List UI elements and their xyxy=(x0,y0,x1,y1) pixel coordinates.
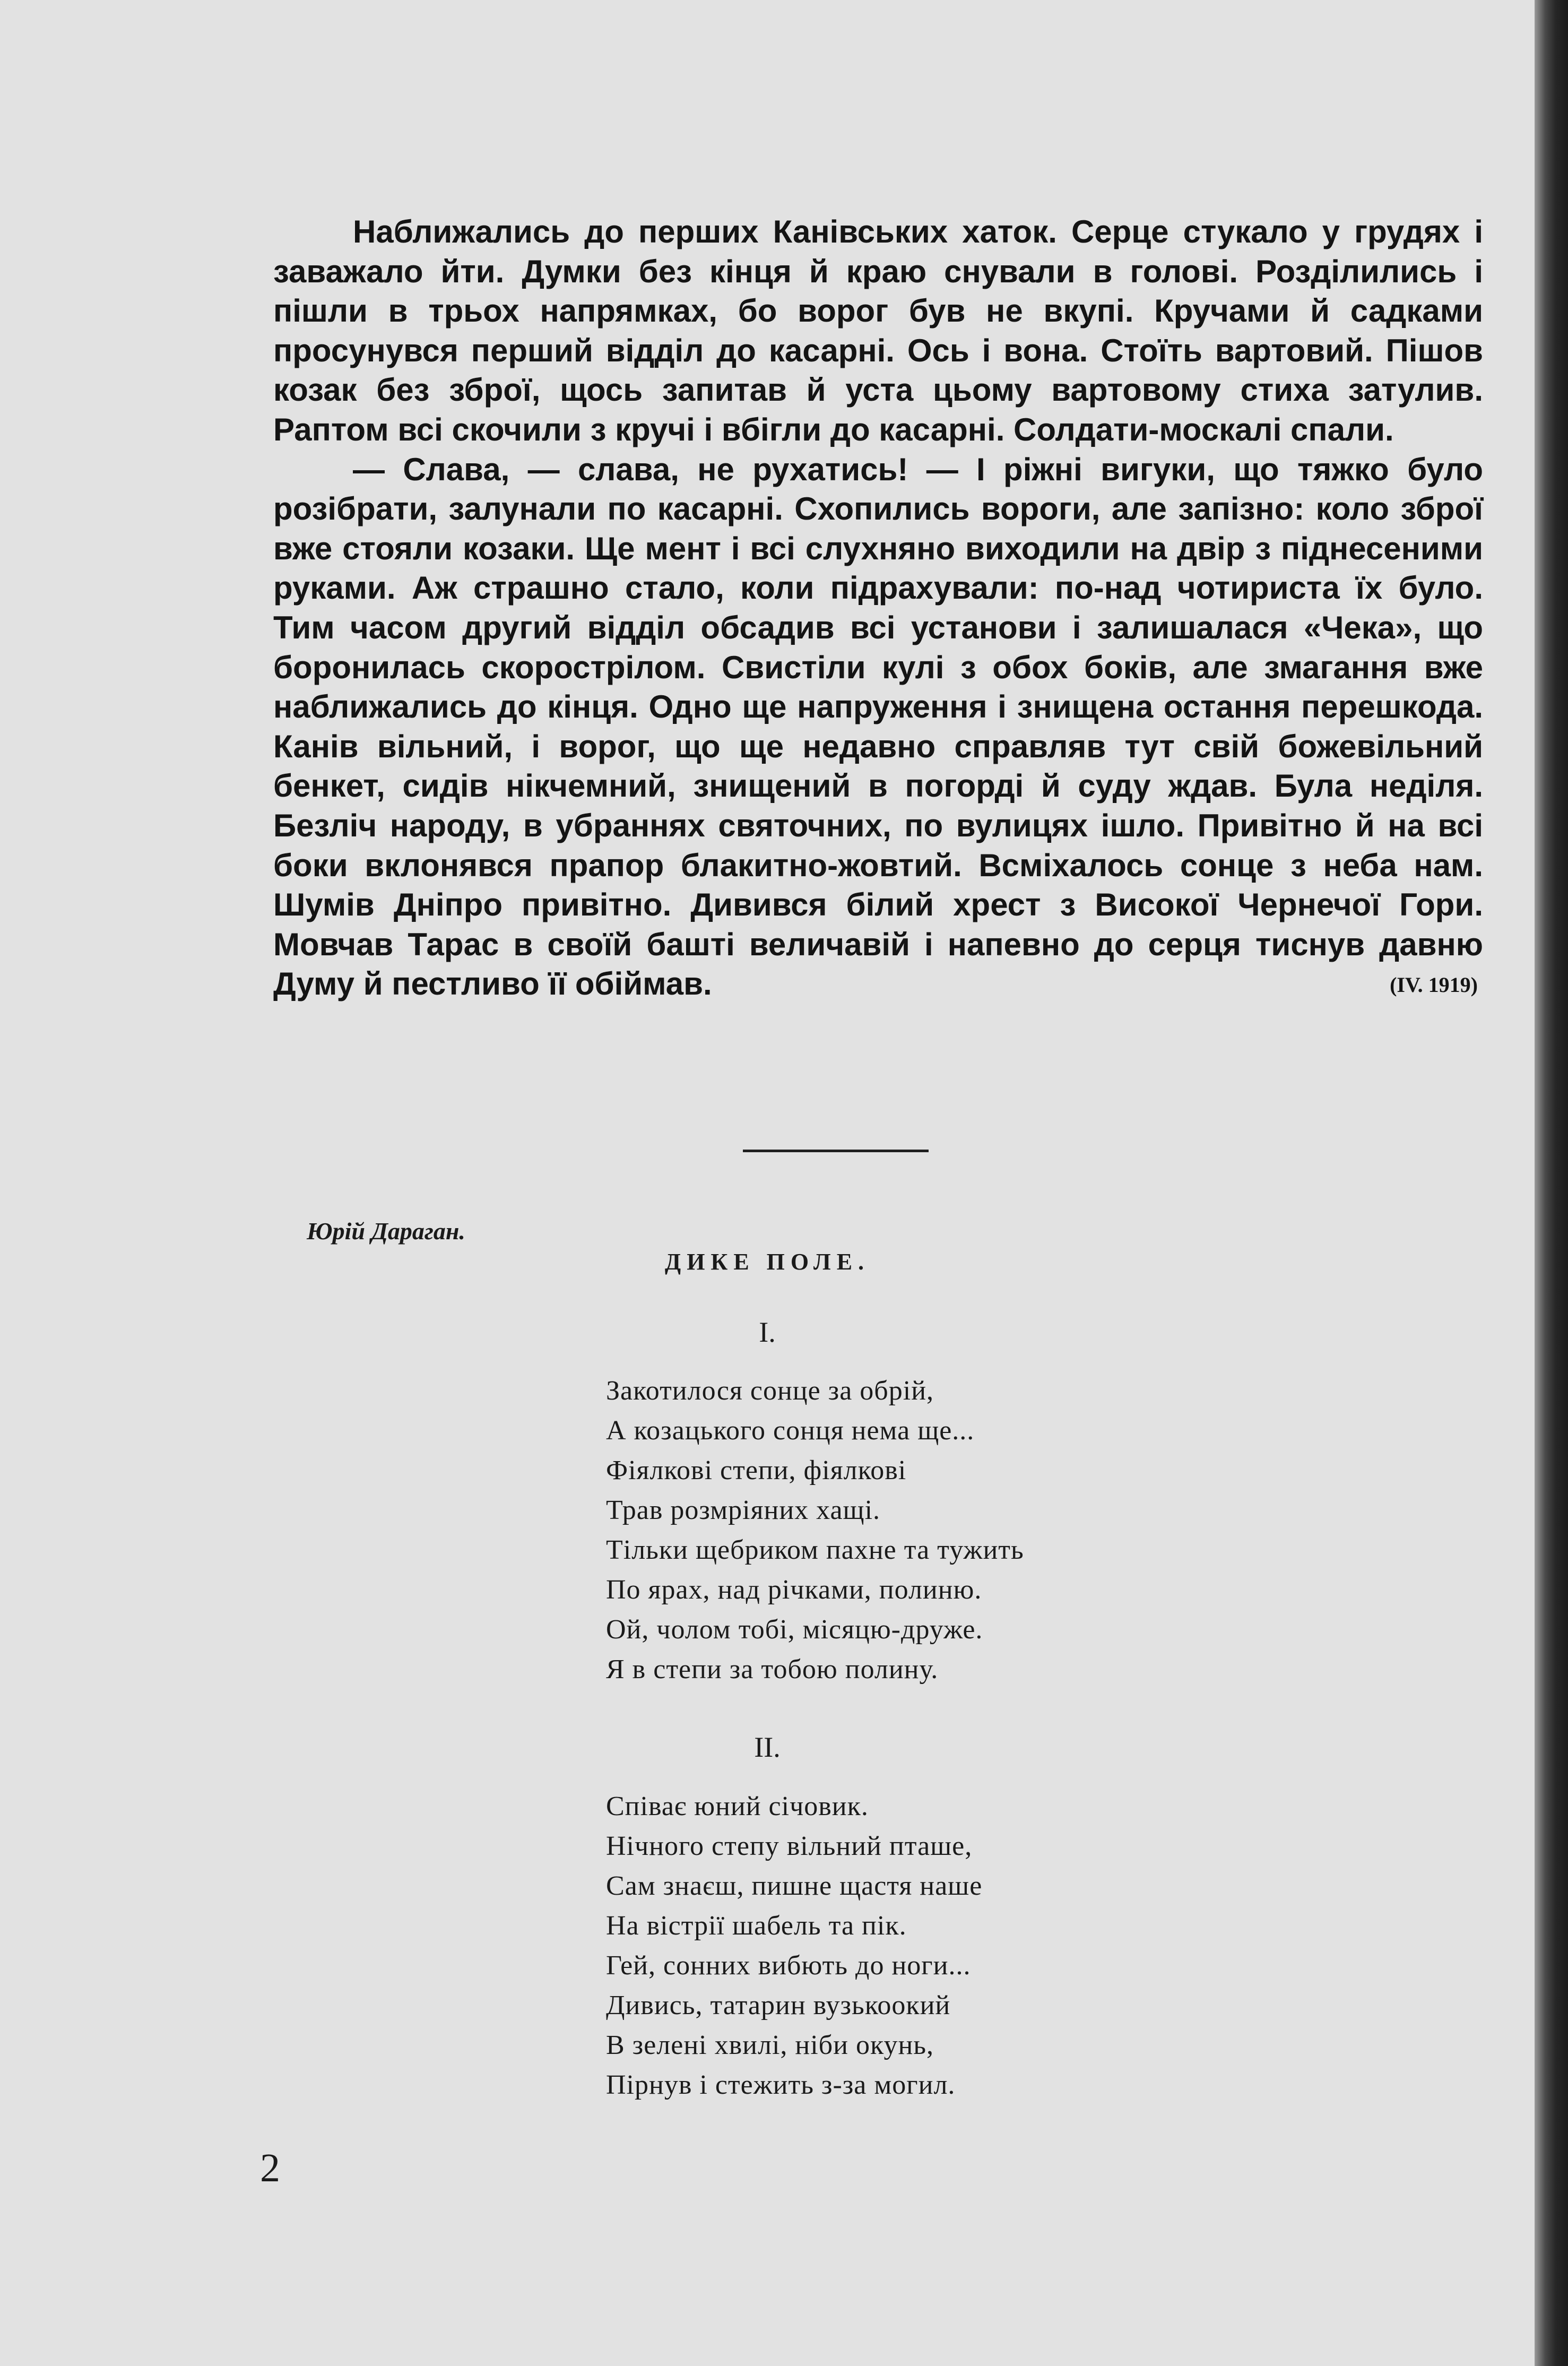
verse-line: Сам знаєш, пишне щастя наше xyxy=(606,1871,983,1901)
verse-line: Гей, сонних вибють до ноги... xyxy=(606,1950,971,1981)
prose-paragraph-1: Наближались до перших Канівських хаток. Серце стукало у грудях і заважало йти. Думки без кінця й краю снували в голові. Розділились і пішли в трьох напрямках, бо ворог був не вкупі. Кручами й садками просунувся перший відділ до касарні. Ось і вона. Стоїть вартовий. Пішов козак без зброї, щось запитав й уста цьому вартовому стиха затулив. Раптом всі скочили з кручі і вбігли до касарні. Солдати-москалі спали. xyxy=(273,214,1483,447)
stanza-2 xyxy=(606,1786,1296,2105)
verse-line: По ярах, над річками, полиню. xyxy=(606,1575,982,1605)
verse-line: Фіялкові степи, фіялкові xyxy=(606,1455,907,1486)
poem-author: Юрій Дараган. xyxy=(307,1217,465,1245)
verse-line: На вістрії шабель та пік. xyxy=(606,1911,907,1941)
verse-line: Закотилося сонце за обрій, xyxy=(606,1376,934,1406)
verse-line: Пірнув і стежить з-за могил. xyxy=(606,2070,956,2100)
poem-title: ДИКЕ ПОЛЕ. xyxy=(664,1249,870,1275)
verse-line: Ой, чолом тобі, місяцю-друже. xyxy=(606,1614,983,1645)
prose-date: (IV. 1919) xyxy=(1390,972,1478,997)
prose-paragraph-2: — Слава, — слава, не рухатись! — І ріжні вигуки, що тяжко було розібрати, залунали по касарні. Схопились вороги, але запізно: коло зброї вже стояли козаки. Ще мент і всі слухняно виходили на двір з піднесеними руками. Аж страшно стало, коли підрахували: по-над чотириста їх було. Тим часом другий відділ обсадив всі установи і залишалася «Чека», що боронилась скорострілом. Свистіли кулі з обох боків, але змагання вже наближались до кінця. Одно ще напруження і знищена остання перешкода. Канів вільний, і ворог, що ще недавно справляв тут свій божевільний бенкет, сидів нікчемний, знищений в погорді й суду ждав. Була неділя. Безліч народу, в убраннях святочних, по вулицях ішло. Привітно й на всі боки вклонявся прапор блакитно-жовтий. Всміхалось сонце з неба нам. Шумів Дніпро привітно. Дивився білий хрест з Високої Чернечої Гори. Мовчав Тарас в своїй башті величавій і напевно до серця тиснув давню Думу й пестливо її обіймав. xyxy=(273,451,1483,1002)
verse-line: Нічного степу вільний пташе, xyxy=(606,1831,973,1861)
page-number: 2 xyxy=(260,2146,280,2190)
section-number-2: II. xyxy=(754,1731,781,1763)
verse-line: Я в степи за тобою полину. xyxy=(606,1654,939,1685)
verse-line: Тільки щебриком пахне та тужить xyxy=(606,1535,1024,1565)
stanza-1 xyxy=(606,1371,1296,1689)
verse-line: Трав розмріяних хащі. xyxy=(606,1495,881,1525)
section-separator xyxy=(743,1150,929,1152)
section-number-1: I. xyxy=(759,1316,776,1348)
verse-line: Співає юний січовик. xyxy=(606,1791,869,1821)
verse-line: А козацького сонця нема ще... xyxy=(606,1415,975,1446)
prose-text xyxy=(273,212,1483,1002)
verse-line: Дивись, татарин вузькоокий xyxy=(606,1990,951,2020)
verse-line: В зелені хвилі, ніби окунь, xyxy=(606,2030,934,2060)
book-spine-edge xyxy=(1535,0,1568,2366)
